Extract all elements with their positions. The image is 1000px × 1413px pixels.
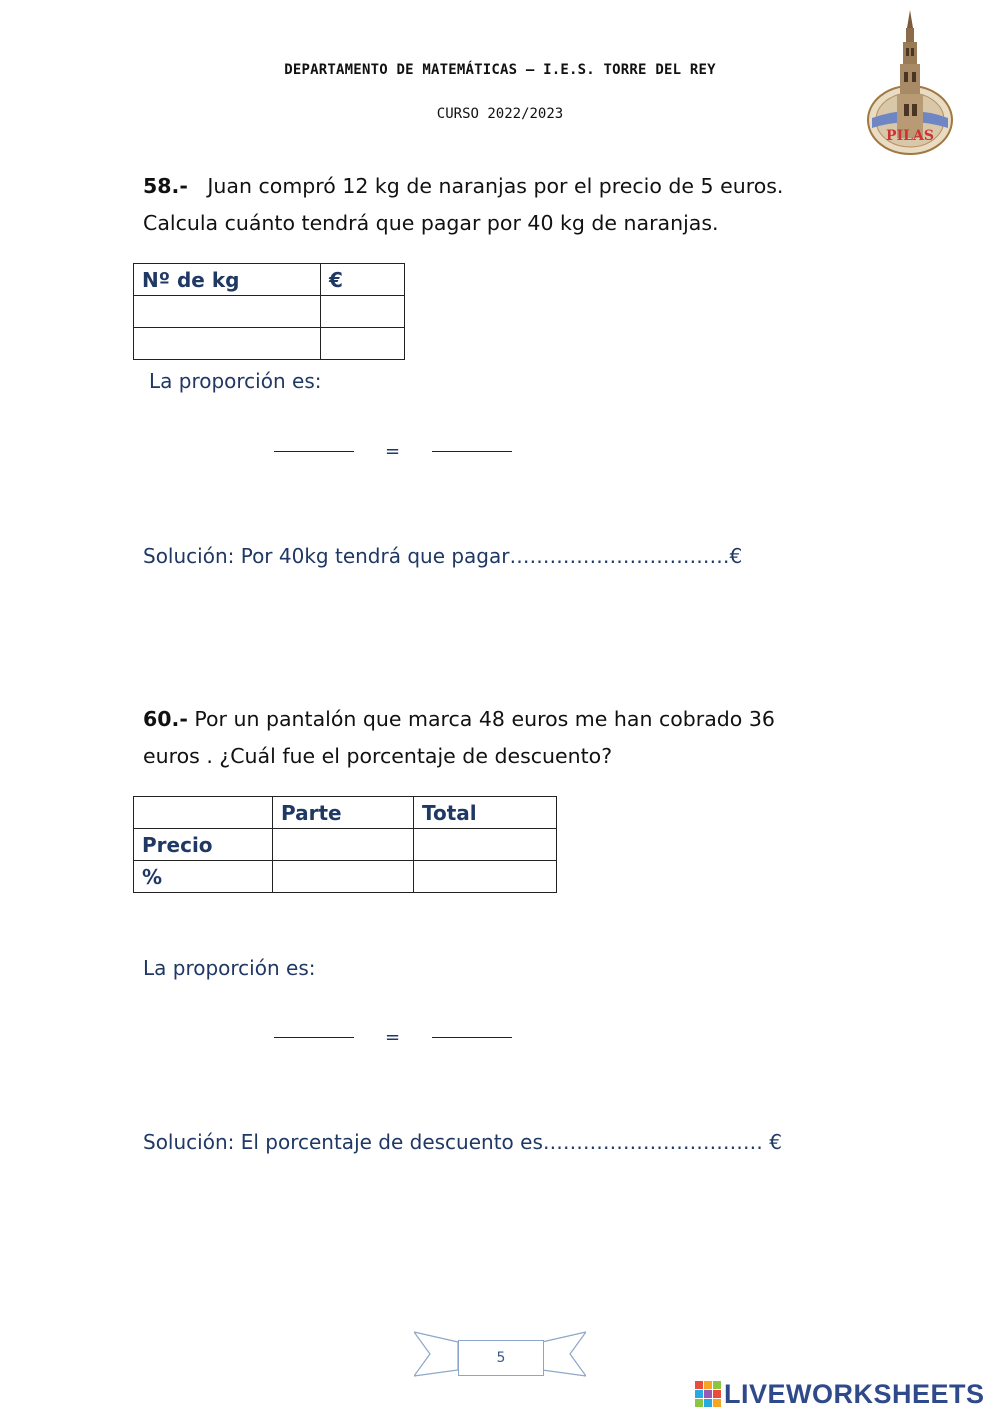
q60-text-line2: euros . ¿Cuál fue el porcentaje de descuento?	[143, 744, 613, 768]
q60-row-label-precio: Precio	[134, 829, 273, 861]
q60-header-empty	[134, 797, 273, 829]
q58-cell-euro-2[interactable]	[321, 328, 405, 360]
q58-header-kg: Nº de kg	[134, 264, 321, 296]
q60-table	[133, 796, 557, 893]
q60-cell-percent-parte[interactable]	[273, 861, 414, 893]
q58-solution: Solución: Por 40kg tendrá que pagar……………………………€	[143, 544, 743, 568]
q60-number: 60.-	[143, 707, 188, 731]
liveworksheets-logo-icon	[694, 1380, 722, 1408]
header-course: CURSO 2022/2023	[436, 106, 564, 122]
school-logo-icon	[862, 8, 958, 156]
q60-cell-percent-total[interactable]	[414, 861, 557, 893]
header-department: DEPARTAMENTO DE MATEMÁTICAS – I.E.S. TORRE DEL REY	[284, 62, 716, 78]
q60-cell-precio-parte[interactable]	[273, 829, 414, 861]
q58-header-euro: €	[321, 264, 405, 296]
q58-equals: =	[385, 441, 401, 462]
liveworksheets-text: LIVEWORKSHEETS	[724, 1378, 985, 1409]
q58-text-line1: Juan compró 12 kg de naranjas por el precio de 5 euros.	[207, 174, 784, 198]
q60-cell-precio-total[interactable]	[414, 829, 557, 861]
q58-fraction-right[interactable]	[432, 451, 512, 452]
q58-text-line2: Calcula cuánto tendrá que pagar por 40 kg de naranjas.	[143, 211, 719, 235]
q58-fraction-left[interactable]	[274, 451, 354, 452]
q60-text-line1: Por un pantalón que marca 48 euros me han cobrado 36	[194, 707, 775, 731]
q58-cell-kg-1[interactable]	[134, 296, 321, 328]
page-number: 5	[458, 1340, 544, 1376]
q60-header-total: Total	[414, 797, 557, 829]
q60-equals: =	[385, 1027, 401, 1048]
q60-proportion-label: La proporción es:	[143, 956, 316, 980]
q58-proportion-label: La proporción es:	[149, 369, 322, 393]
liveworksheets-brand	[694, 1376, 985, 1412]
q60-header-parte: Parte	[273, 797, 414, 829]
q58-cell-euro-1[interactable]	[321, 296, 405, 328]
q60-statement	[143, 701, 855, 775]
q58-number: 58.-	[143, 174, 188, 198]
q58-statement	[143, 168, 855, 242]
q60-fraction-right[interactable]	[432, 1037, 512, 1038]
q60-solution: Solución: El porcentaje de descuento es…………………………… €	[143, 1130, 782, 1154]
q60-fraction-left[interactable]	[274, 1037, 354, 1038]
q58-table	[133, 263, 405, 360]
q58-cell-kg-2[interactable]	[134, 328, 321, 360]
svg-text:PILAS: PILAS	[886, 128, 934, 144]
q60-row-label-percent: %	[134, 861, 273, 893]
